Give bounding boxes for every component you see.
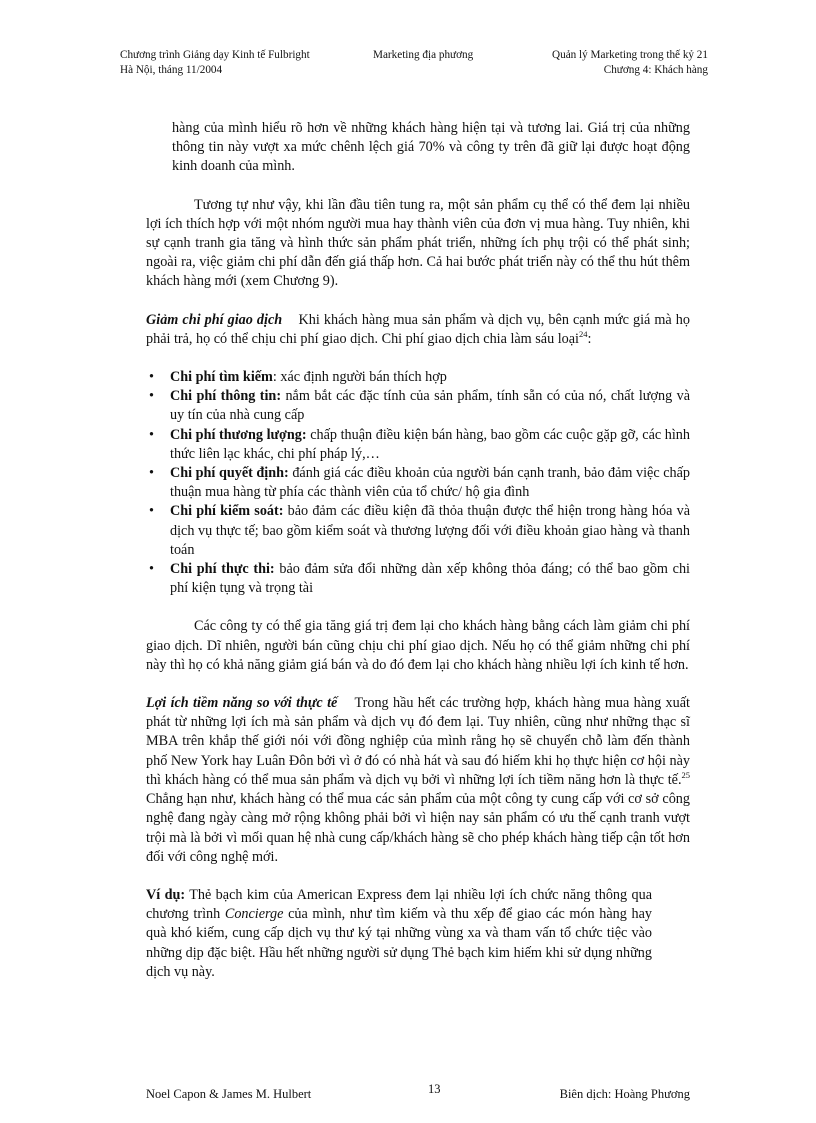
page-number: 13: [428, 1082, 441, 1096]
list-item-text: bảo đảm các điều kiện đã thỏa thuận được thể hiện trong hàng hóa và dịch vụ thực tế; bao gồm kiểm soát và thương lượng đối với điều khoản giao hàng và thanh toán: [170, 503, 690, 558]
example-text: Thẻ bạch kim của American Express đem lại nhiều lợi ích chức năng thông qua chương trình: [146, 886, 652, 923]
bullet-icon: •: [149, 388, 154, 405]
footnote-ref: 24: [579, 328, 588, 339]
paragraph-continuation: hàng của mình hiểu rõ hơn về những khách hàng hiện tại và tương lai. Giá trị của những thông tin này vượt xa mức chênh lệch giá 70% và công ty trên đã giữ lại được hoạt động kinh doanh của mình.: [172, 120, 690, 175]
header-book-title: Quản lý Marketing trong thế kỷ 21: [552, 49, 708, 61]
example-label: Ví dụ:: [146, 886, 186, 903]
header-chapter: Chương 4: Khách hàng: [603, 64, 708, 76]
bullet-icon: •: [149, 561, 154, 578]
paragraph: Các công ty có thể gia tăng giá trị đem lại cho khách hàng bằng cách làm giảm chi phí giao dịch. Dĩ nhiên, người bán cũng chịu chi phí giao dịch. Nếu họ có thể giảm những chi phí này thì họ có khả năng giảm giá bán và do đó đem lại cho khách hàng nhiều lợi ích kinh tế hơn.: [146, 618, 690, 673]
header-date: Hà Nội, tháng 11/2004: [120, 64, 223, 76]
list-item: [146, 368, 690, 387]
footer-authors: Noel Capon & James M. Hulbert: [146, 1087, 312, 1101]
bullet-icon: •: [149, 503, 154, 520]
bullet-icon: •: [149, 426, 154, 443]
bullet-list: [146, 368, 690, 598]
paragraph-potential-benefits: [146, 694, 690, 867]
paragraph-text: Khi khách hàng mua sản phẩm và dịch vụ, bên cạnh mức giá mà họ phải trả, họ có thể chịu chi phí giao dịch. Chi phí giao dịch chia làm sáu loại: [146, 311, 690, 347]
paragraph: Tương tự như vậy, khi lần đầu tiên tung ra, một sản phẩm cụ thể có thể đem lại nhiều lợi ích thích hợp với một nhóm người mua hay thành viên của đơn vị mua hàng. Tuy nhiên, khi sự cạnh tranh gia tăng và hình thức sản phẩm phát triển, những ích phụ trội có thể phát sinh; ngoài ra, việc giảm chi phí dẫn đến giá thấp hơn. Cả hai bước phát triển này có thể thu hút thêm khách hàng mới (xem Chương 9).: [146, 196, 690, 290]
header-program: Chương trình Giảng dạy Kinh tế Fulbright: [120, 49, 310, 61]
example-text: của mình, như tìm kiếm và thu xếp để giao các món hàng hay quà khó kiếm, cung cấp dịch vụ thư ký tại những vùng xa và tham vấn tổ chức tiệc vào những dịp đặc biệt. Hầu hết những người sử dụng Thẻ bạch kim hiếm khi sử dụng những dịch vụ này.: [146, 906, 652, 980]
section-heading: Giảm chi phí giao dịch: [146, 311, 283, 328]
section-heading: Lợi ích tiềm năng so với thực tế: [146, 695, 338, 712]
list-item: [146, 560, 690, 598]
list-item-text: chấp thuận điều kiện bán hàng, bao gồm các cuộc gặp gỡ, các hình thức liên lạc khác, chi phí pháp lý,…: [170, 426, 690, 462]
document-body: [146, 119, 690, 982]
footer-translator: Biên dịch: Hoàng Phương: [559, 1087, 690, 1101]
footnote-ref: 25: [681, 769, 690, 780]
list-item: [146, 464, 690, 502]
example-box: [146, 886, 652, 982]
bullet-icon: •: [149, 369, 154, 386]
bullet-icon: •: [149, 465, 154, 482]
list-item-term: Chi phí kiểm soát:: [170, 503, 284, 520]
list-item-term: Chi phí thương lượng:: [170, 426, 307, 443]
example-program-name: Concierge: [224, 906, 284, 923]
header-left: [120, 48, 310, 78]
paragraph-text: Chẳng hạn như, khách hàng có thể mua các sản phẩm của một công ty cung cấp với cơ sở công nghệ đang ngày càng mở rộng không phải bởi vì hiện nay sản phẩm có ưu thế cạnh tranh vượt trội mà là bởi vì mối quan hệ nhà cung cấp/khách hàng sẽ cho phép khách hàng tiếp cận tốt hơn đối với công nghệ mới.: [146, 791, 690, 865]
header-right: [552, 48, 708, 78]
paragraph-transaction-costs: [146, 311, 690, 349]
list-item-term: Chi phí quyết định:: [170, 465, 289, 482]
list-item: [146, 387, 690, 425]
punctuation: :: [587, 330, 592, 347]
paragraph-text: Trong hầu hết các trường hợp, khách hàng mua hàng xuất phát từ những lợi ích mà sản phẩm và dịch vụ đó đem lại. Tuy nhiên, cũng như những thạc sĩ MBA trên khắp thế giới nói với đồng nghiệp của mình rằng họ sẽ chuyển chỗ làm đến thành phố New York hay Luân Đôn bởi vì ở đó có nhà hát và sau đó hiếm khi họ thực hiện cơ hội này thì khách hàng có thể mua sản phẩm và dịch vụ bởi vì những lợi ích tiềm năng hơn là thực tế.: [146, 695, 690, 788]
list-item: [146, 426, 690, 464]
list-item-text: bảo đảm sửa đổi những dàn xếp không thỏa đáng; có thể bao gồm chi phí kiện tụng và trọng tài: [170, 561, 690, 597]
list-item-term: Chi phí tìm kiếm: [170, 369, 273, 386]
list-item-text: đánh giá các điều khoản của người bán cạnh tranh, bảo đảm việc chấp thuận mua hàng từ phía các thành viên của tổ chức/ hộ gia đình: [170, 465, 690, 501]
list-item: [146, 502, 690, 560]
list-item-term: Chi phí thông tin:: [170, 388, 282, 405]
list-item-text: nắm bắt các đặc tính của sản phẩm, tính sẵn có của nó, chất lượng và uy tín của nhà cung cấp: [170, 388, 690, 424]
list-item-term: Chi phí thực thi:: [170, 561, 275, 578]
list-item-text: : xác định người bán thích hợp: [272, 369, 447, 386]
header-center: Marketing địa phương: [373, 49, 474, 61]
